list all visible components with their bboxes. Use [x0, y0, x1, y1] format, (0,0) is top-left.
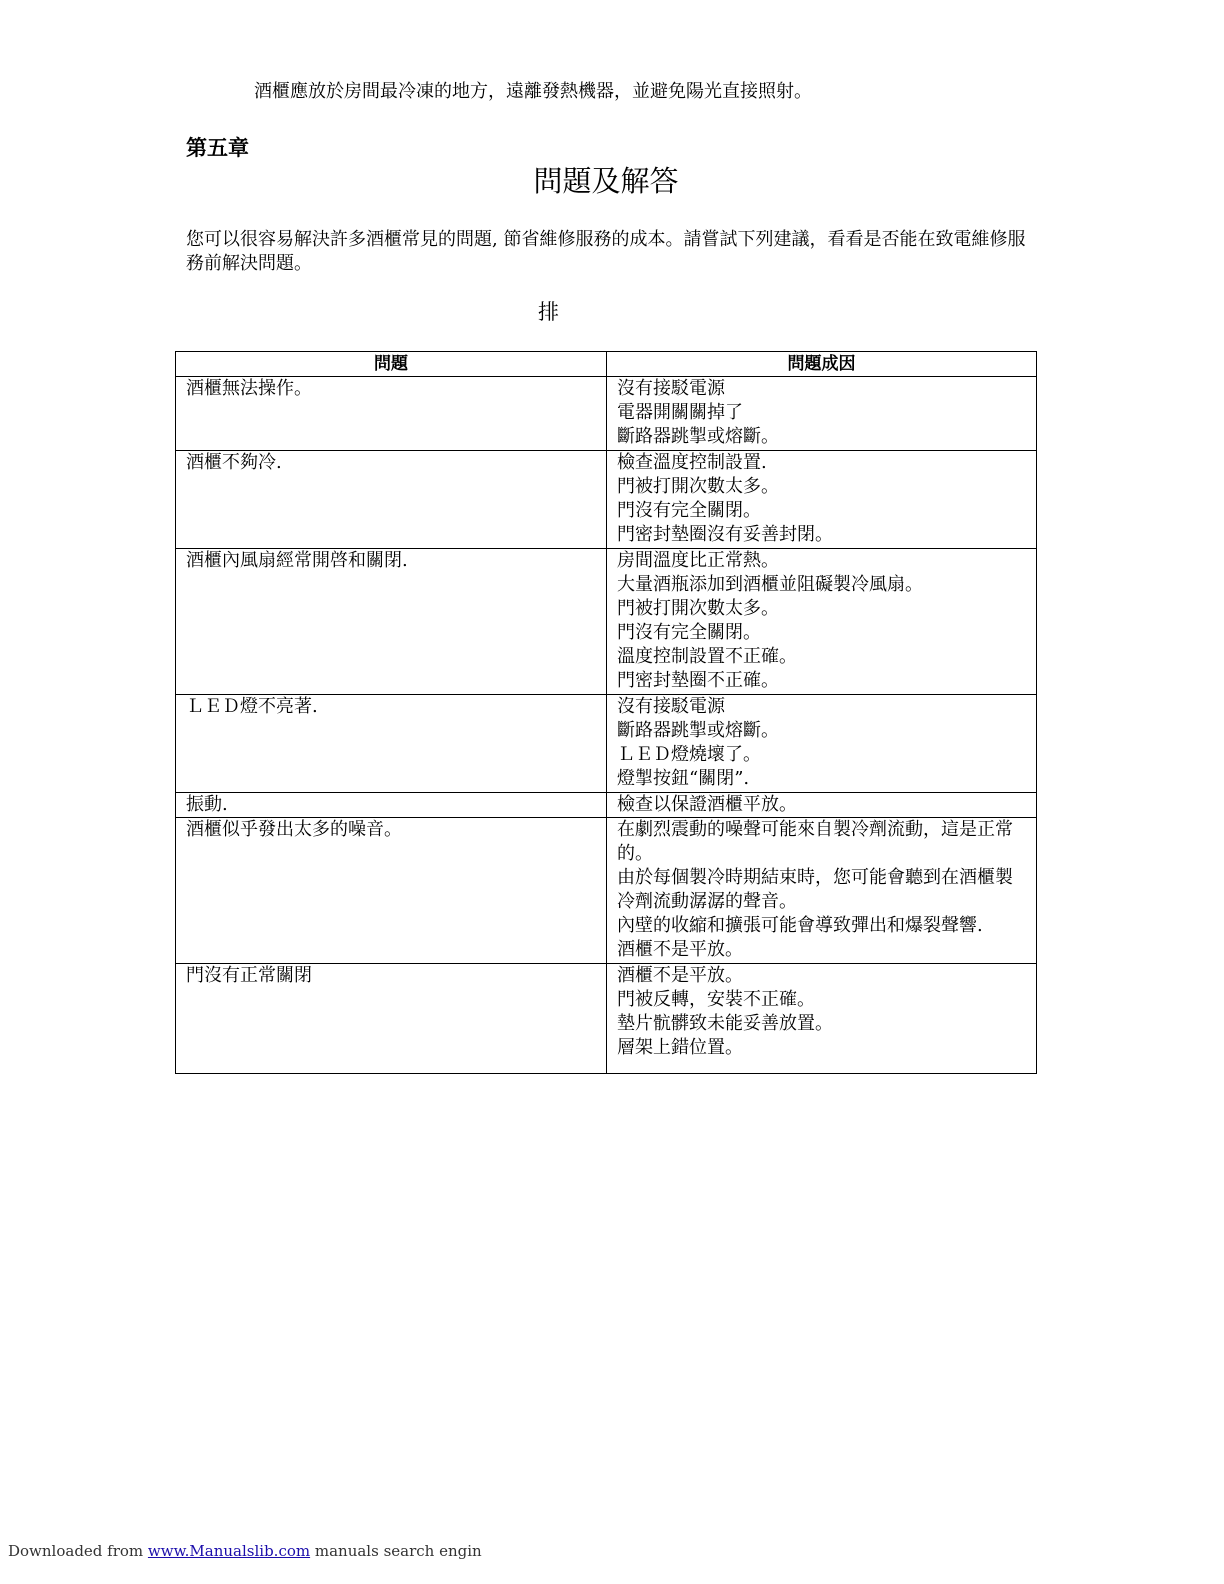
- table-row: [176, 964, 1037, 1074]
- cause-line: 房間溫度比正常熱。: [617, 550, 779, 571]
- cause-line: 斷路器跳掣或熔斷。: [617, 720, 779, 741]
- problem-cell: 振動.: [176, 793, 607, 818]
- troubleshooting-table: [175, 351, 1037, 1074]
- cause-line: 酒櫃不是平放。: [617, 939, 743, 960]
- lead-paragraph: 您可以很容易解決許多酒櫃常見的問題, 節省維修服務的成本。請嘗試下列建議，看看是否能在致電維修服務前解決問題。: [186, 229, 1026, 274]
- cause-line: 沒有接駁電源: [617, 378, 725, 399]
- problem-cell: 酒櫃不夠冷.: [176, 451, 607, 549]
- table-header-row: [176, 352, 1037, 377]
- cause-line: 門密封墊圈不正確。: [617, 670, 779, 691]
- cause-line: 燈掣按鈕“關閉”.: [617, 768, 750, 789]
- cause-cell: [607, 549, 1037, 695]
- cause-cell: [607, 377, 1037, 451]
- problem-cell: 門沒有正常關閉: [176, 964, 607, 1074]
- page-title: 問題及解答: [533, 164, 679, 198]
- table-row: [176, 793, 1037, 818]
- cause-line: 門被反轉，安裝不正確。: [617, 989, 815, 1010]
- table-row: [176, 549, 1037, 695]
- download-footer: [8, 1542, 482, 1560]
- cause-cell: [607, 793, 1037, 818]
- cause-line: 斷路器跳掣或熔斷。: [617, 426, 779, 447]
- cause-line: 層架上錯位置。: [617, 1037, 743, 1058]
- table-row: [176, 818, 1037, 964]
- problem-cell: 酒櫃似乎發出太多的噪音。: [176, 818, 607, 964]
- cause-line: 門沒有完全關閉。: [617, 500, 761, 521]
- cause-cell: [607, 818, 1037, 964]
- problem-cell: 酒櫃無法操作。: [176, 377, 607, 451]
- header-problem: 問題: [176, 352, 607, 377]
- table-row: [176, 451, 1037, 549]
- cause-line: 門沒有完全關閉。: [617, 622, 761, 643]
- cause-line: 門被打開次數太多。: [617, 476, 779, 497]
- section-heading: 排: [538, 300, 559, 324]
- cause-line: 內壁的收縮和擴張可能會導致彈出和爆裂聲響.: [617, 915, 983, 936]
- cause-cell: [607, 451, 1037, 549]
- table-row: [176, 695, 1037, 793]
- cause-line: 電器開關關掉了: [617, 402, 743, 423]
- footer-prefix: Downloaded from: [8, 1542, 148, 1560]
- intro-line: 酒櫃應放於房間最冷凍的地方，遠離發熱機器，並避免陽光直接照射。: [254, 81, 812, 102]
- cause-line: 酒櫃不是平放。: [617, 965, 743, 986]
- problem-cell: ＬＥＤ燈不亮著.: [176, 695, 607, 793]
- chapter-heading: 第五章: [186, 135, 249, 160]
- footer-suffix: manuals search engin: [310, 1542, 482, 1560]
- cause-line: 檢查以保證酒櫃平放。: [617, 794, 797, 815]
- header-cause: 問題成因: [607, 352, 1037, 377]
- cause-line: 門密封墊圈沒有妥善封閉。: [617, 524, 833, 545]
- cause-cell: [607, 695, 1037, 793]
- cause-line: 沒有接駁電源: [617, 696, 725, 717]
- cause-line: 大量酒瓶添加到酒櫃並阻礙製冷風扇。: [617, 574, 923, 595]
- cause-line: 在劇烈震動的噪聲可能來自製冷劑流動，這是正常的。: [617, 819, 1013, 864]
- cause-cell: [607, 964, 1037, 1074]
- cause-line: 墊片骯髒致未能妥善放置。: [617, 1013, 833, 1034]
- cause-line: 溫度控制設置不正確。: [617, 646, 797, 667]
- table-row: [176, 377, 1037, 451]
- cause-line: 由於每個製冷時期結束時，您可能會聽到在酒櫃製冷劑流動潺潺的聲音。: [617, 867, 1013, 912]
- manualslib-link[interactable]: www.Manualslib.com: [147, 1542, 311, 1560]
- problem-cell: 酒櫃內風扇經常開啓和關閉.: [176, 549, 607, 695]
- cause-line: 檢查溫度控制設置.: [617, 452, 767, 473]
- cause-line: ＬＥＤ燈燒壞了。: [617, 744, 761, 765]
- cause-line: 門被打開次數太多。: [617, 598, 779, 619]
